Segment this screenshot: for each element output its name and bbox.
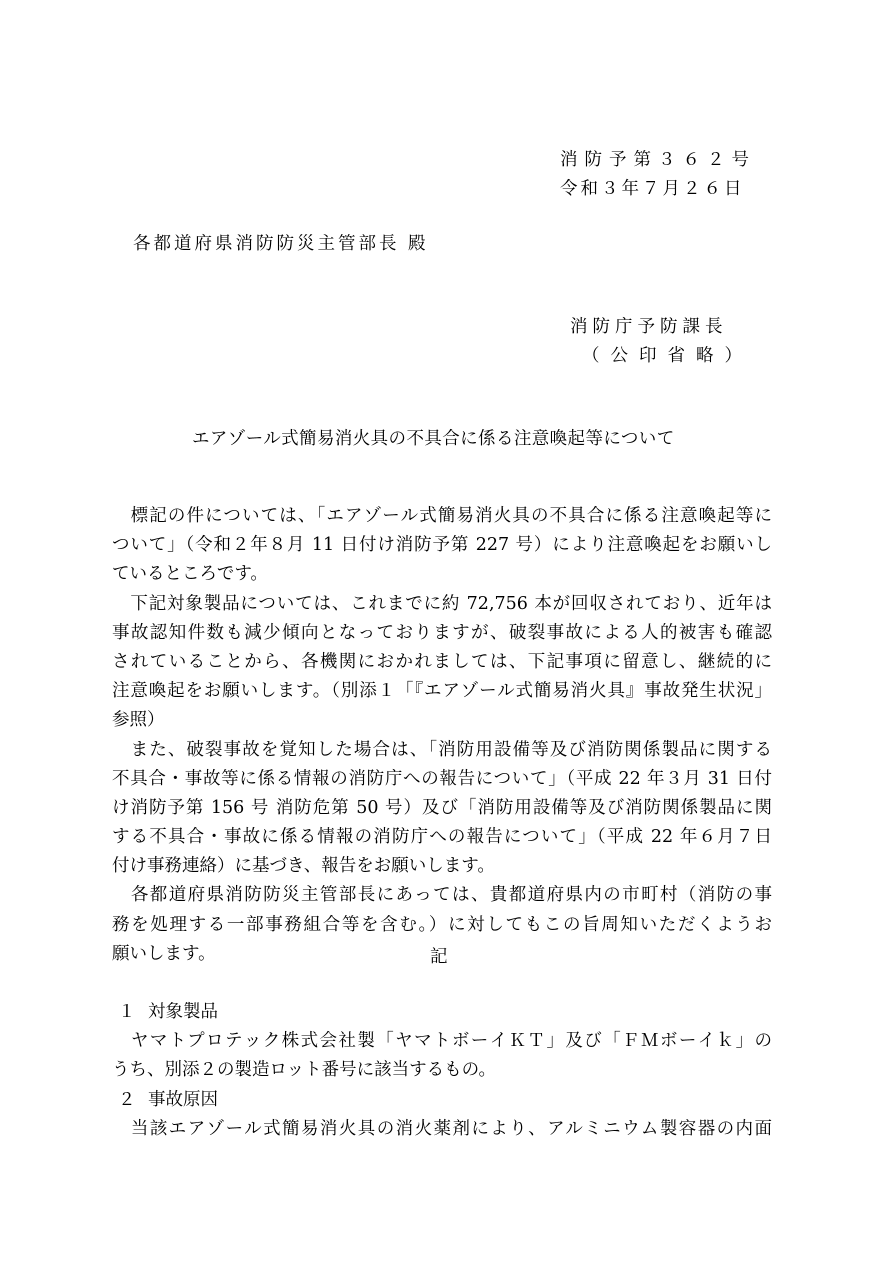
body-line: 注意喚起をお願いします。（別添１「『エアゾール式簡易消火具』事故発生状況」 (112, 681, 772, 702)
item-title: 対象製品 (148, 1002, 218, 1022)
item-heading (112, 998, 772, 1027)
body-line: 標記の件については、「エアゾール式簡易消火具の不具合に係る注意喚起等に (112, 506, 772, 526)
item-line: うち、別添２の製造ロット番号に該当するもの。 (112, 1060, 496, 1081)
item-heading (112, 1086, 772, 1115)
document-subject: エアゾール式簡易消火具の不具合に係る注意喚起等について (192, 429, 675, 449)
body-line: ついて」（令和２年８月 11 日付け消防予第 227 号）により注意喚起をお願いし (112, 535, 772, 556)
body-line: ているところです。 (112, 564, 268, 585)
item-number: ２ (118, 1089, 136, 1110)
document-number: 消防予第３６２号 (560, 150, 756, 170)
body-line: け消防予第 156 号 消防危第 50 号）及び「消防用設備等及び消防関係製品に関 (112, 797, 772, 818)
body-line: また、破裂事故を覚知した場合は、「消防用設備等及び消防関係製品に関する (112, 739, 772, 760)
body-line: 付け事務連絡）に基づき、報告をお願いします。 (112, 856, 495, 877)
addressee: 各都道府県消防防災主管部長 殿 (133, 234, 429, 254)
body-line: 各都道府県消防防災主管部長にあっては、貴都道府県内の市町村（消防の事 (112, 885, 772, 906)
sender: 消防庁予防課長 (570, 317, 728, 337)
body-line: 不具合・事故等に係る情報の消防庁への報告について」（平成 22 年３月 31 日付 (112, 768, 772, 789)
item-list (112, 998, 772, 1144)
item-number: １ (118, 1002, 136, 1022)
body-line: 参照） (112, 710, 165, 731)
item-line: 当該エアゾール式簡易消火具の消火薬剤により、アルミニウム製容器の内面 (112, 1118, 772, 1139)
body-line: されていることから、各機関におかれましては、下記事項に留意し、継続的に (112, 651, 772, 672)
body-line: 下記対象製品については、これまでに約 72,756 本が回収されており、近年は (112, 593, 772, 614)
body-line: 事故認知件数も減少傾向となっておりますが、破裂事故による人的被害も確認 (112, 622, 772, 643)
document-date: 令和３年７月２６日 (560, 179, 745, 199)
seal-note: （公印省略） (582, 346, 753, 366)
item-line: ヤマトプロテック株式会社製「ヤマトボーイＫＴ」及び「ＦＭボーイｋ」の (112, 1031, 772, 1052)
body-line: する不具合・事故に係る情報の消防庁への報告について」（平成 22 年６月７日 (112, 827, 772, 848)
body-line: 務を処理する一部事務組合等を含む。）に対してもこの旨周知いただくようお (112, 914, 772, 935)
body-text (112, 502, 772, 969)
body-line: 願いします。 (112, 943, 216, 964)
item-title: 事故原因 (148, 1089, 218, 1110)
ki-heading: 記 (430, 947, 448, 967)
